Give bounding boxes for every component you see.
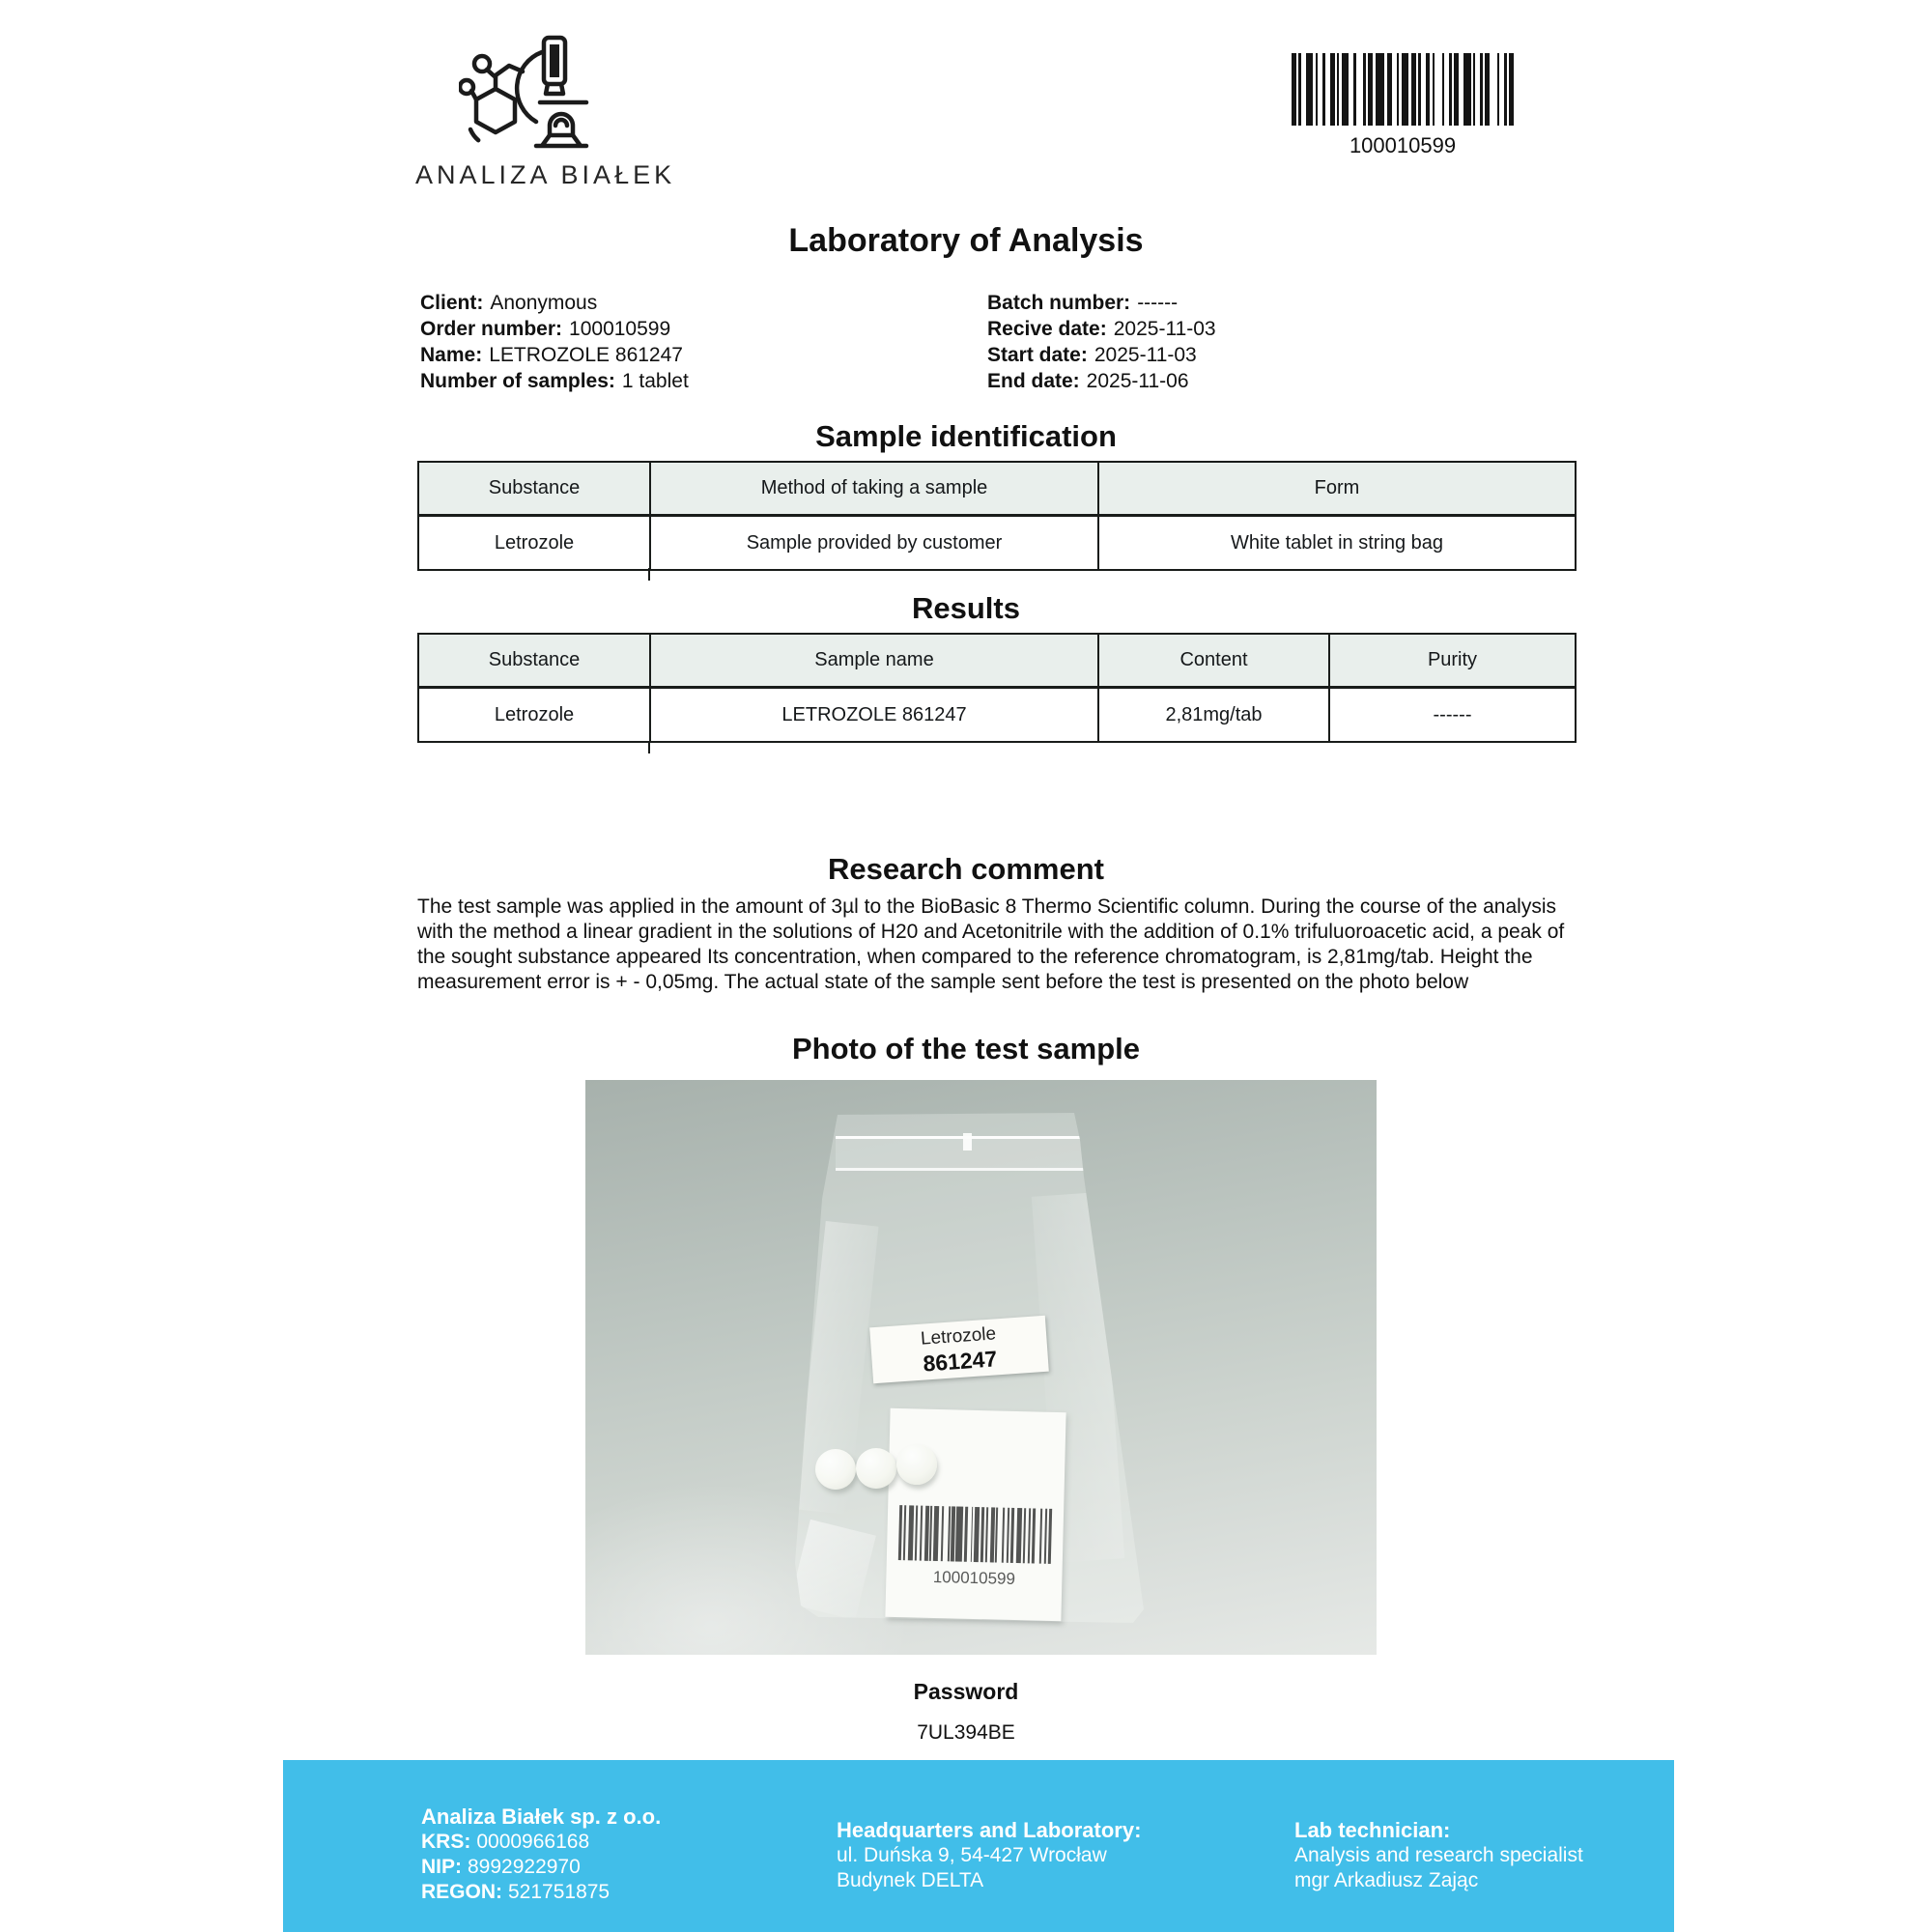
sample-label-name: Letrozole bbox=[920, 1323, 997, 1350]
cell-form: White tablet in string bag bbox=[1098, 516, 1576, 571]
barcode-image bbox=[1292, 53, 1514, 126]
company-regon: REGON: 521751875 bbox=[421, 1881, 611, 1903]
table-header-row bbox=[418, 634, 1576, 688]
cell-sample-name: LETROZOLE 861247 bbox=[650, 688, 1098, 743]
bag-zip-seal bbox=[836, 1136, 1091, 1171]
technician-title: Lab technician: bbox=[1294, 1818, 1451, 1842]
headquarters-address: ul. Duńska 9, 54-427 Wrocław bbox=[837, 1844, 1107, 1866]
molecule-microscope-icon bbox=[415, 33, 647, 151]
col-form: Form bbox=[1098, 462, 1576, 516]
headquarters-title: Headquarters and Laboratory: bbox=[837, 1818, 1142, 1842]
cell-substance: Letrozole bbox=[418, 516, 650, 571]
cell-purity: ------ bbox=[1329, 688, 1576, 743]
order-info-right bbox=[987, 290, 1216, 394]
col-method: Method of taking a sample bbox=[650, 462, 1098, 516]
table-row bbox=[418, 688, 1576, 743]
company-nip: NIP: 8992922970 bbox=[421, 1856, 581, 1878]
technician-role: Analysis and research specialist bbox=[1294, 1844, 1583, 1866]
sample-identification-heading: Sample identification bbox=[815, 419, 1117, 453]
cell-method: Sample provided by customer bbox=[650, 516, 1098, 571]
cell-content: 2,81mg/tab bbox=[1098, 688, 1329, 743]
info-end-date: End date: 2025-11-06 bbox=[987, 370, 1189, 392]
table-border-tick bbox=[648, 568, 650, 581]
photo-section-heading: Photo of the test sample bbox=[792, 1032, 1140, 1065]
info-name: Name: LETROZOLE 861247 bbox=[420, 344, 683, 366]
info-order-number: Order number: 100010599 bbox=[420, 318, 671, 340]
bag-crumple bbox=[789, 1520, 876, 1620]
barcode-number: 100010599 bbox=[1349, 133, 1457, 157]
order-barcode bbox=[1292, 53, 1514, 158]
footer bbox=[283, 1760, 1674, 1932]
col-content: Content bbox=[1098, 634, 1329, 688]
col-purity: Purity bbox=[1329, 634, 1576, 688]
sample-photo bbox=[585, 1080, 1377, 1655]
col-sample-name: Sample name bbox=[650, 634, 1098, 688]
info-batch-number: Batch number: ------ bbox=[987, 292, 1179, 314]
barcode-number: 100010599 bbox=[932, 1567, 1016, 1589]
order-info-left bbox=[420, 290, 689, 394]
bag-zip-notch bbox=[963, 1133, 972, 1151]
password-value: 7UL394BE bbox=[917, 1721, 1015, 1744]
info-client: Client: Anonymous bbox=[420, 292, 598, 314]
col-substance: Substance bbox=[418, 462, 650, 516]
table-border-tick bbox=[648, 741, 650, 753]
sample-label-number: 861247 bbox=[922, 1346, 999, 1377]
password-label: Password bbox=[913, 1679, 1019, 1704]
results-table bbox=[417, 633, 1575, 743]
bag-reflection bbox=[1032, 1192, 1124, 1563]
research-comment-text: The test sample was applied in the amount of 3µl to the BioBasic 8 Thermo Scientific column. During the course of the analysis with the method a linear gradient in the solutions of H20 and Acetonitrile with the addition of 0.1% trifuluoroacetic acid, a peak of the sought substance appeared Its concentration, when compared to the reference chromatogram, is 2,81mg/tab. Height the measurement error is + - 0,05mg. The actual state of the sample sent before the test is presented on the photo below bbox=[417, 895, 1565, 993]
page-title: Laboratory of Analysis bbox=[788, 222, 1144, 259]
info-number-of-samples: Number of samples: 1 tablet bbox=[420, 370, 689, 392]
bag-reflection bbox=[795, 1221, 878, 1515]
table-row bbox=[418, 516, 1576, 571]
technician-name: mgr Arkadiusz Zając bbox=[1294, 1869, 1479, 1891]
headquarters-building: Budynek DELTA bbox=[837, 1869, 984, 1891]
footer-headquarters bbox=[837, 1818, 1141, 1893]
footer-lab-technician bbox=[1294, 1818, 1583, 1893]
footer-company-info bbox=[421, 1804, 661, 1905]
cell-substance: Letrozole bbox=[418, 688, 650, 743]
results-heading: Results bbox=[912, 591, 1020, 625]
info-start-date: Start date: 2025-11-03 bbox=[987, 344, 1197, 366]
research-comment-heading: Research comment bbox=[827, 852, 1104, 886]
brand-name: ANALIZA BIAŁEK bbox=[415, 160, 676, 189]
table-header-row bbox=[418, 462, 1576, 516]
brand-logo bbox=[415, 33, 676, 190]
info-receive-date: Recive date: 2025-11-03 bbox=[987, 318, 1216, 340]
col-substance: Substance bbox=[418, 634, 650, 688]
company-krs: KRS: 0000966168 bbox=[421, 1831, 590, 1853]
sample-identification-table bbox=[417, 461, 1575, 571]
company-name: Analiza Białek sp. z o.o. bbox=[421, 1804, 662, 1829]
